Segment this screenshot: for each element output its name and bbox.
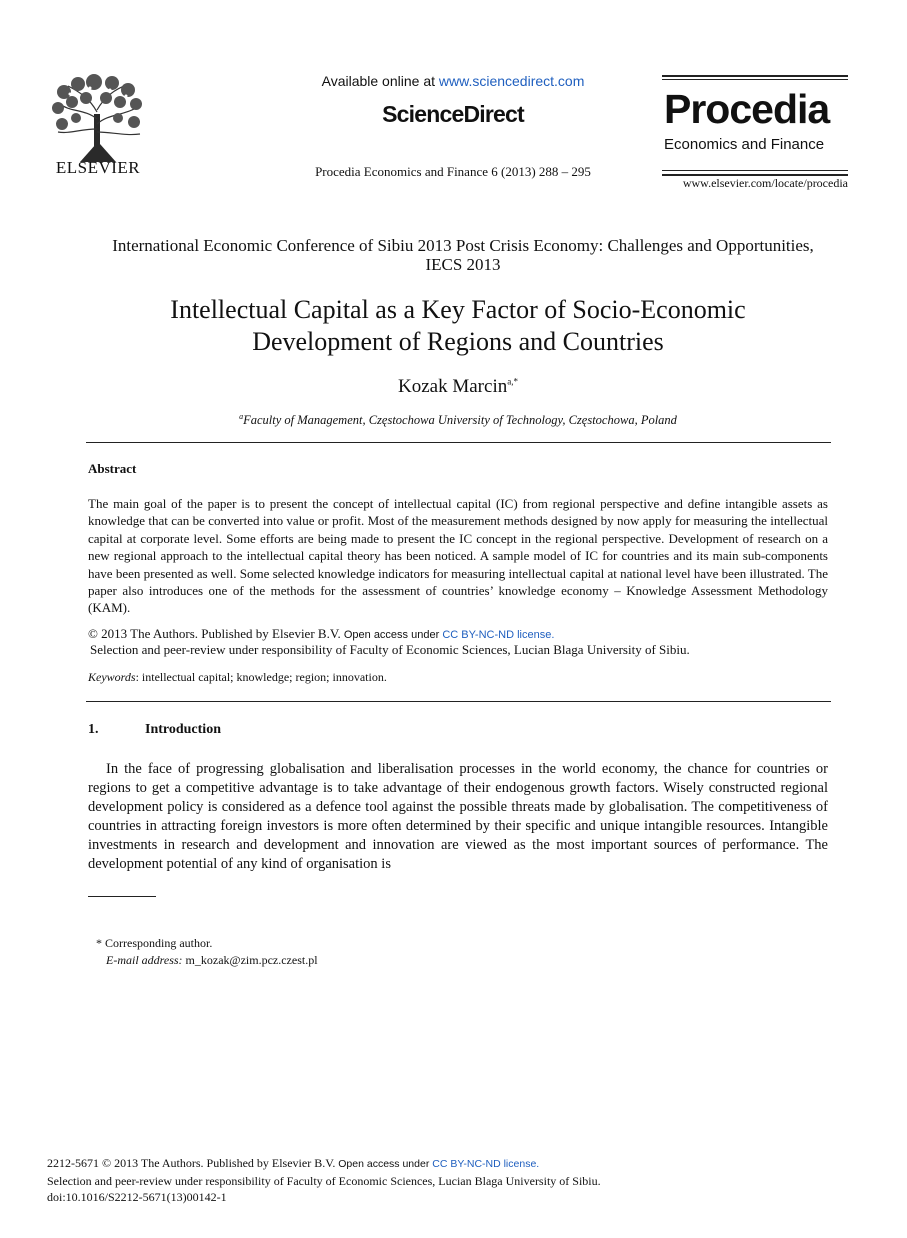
keywords-list: : intellectual capital; knowledge; region; innovation. — [135, 670, 387, 684]
footer-peer-review: Selection and peer-review under responsibility of Faculty of Economic Sciences, Lucian Blaga University of Sibiu. — [47, 1173, 601, 1188]
footnote-email — [106, 953, 318, 968]
intro-body: In the face of progressing globalisation and liberalisation processes in the world economy, the chance for countries or regions to get a competitive advantage is to take advantage of their endogenous growth factors. Wisely constructed regional development policy is considered as a defence tool against the possible threats made by globalisation. The competitiveness of countries in attracting foreign investors is more often determined by their specific and unique intangible resources. Intangible investments in research and development and innovation are viewed as the most important sources of performance. The development potential of any kind of organisation is — [88, 761, 828, 872]
email-label: E-mail address: — [106, 953, 183, 967]
paper-title-line-2: Development of Regions and Countries — [252, 327, 664, 356]
divider-top — [86, 442, 831, 443]
abstract-heading: Abstract — [88, 461, 137, 476]
divider-bottom — [86, 701, 831, 702]
procedia-brand-block — [662, 75, 848, 195]
footnote-corresponding-text: Corresponding author. — [102, 936, 213, 950]
section-number: 1. — [88, 722, 99, 737]
footer — [47, 1155, 847, 1206]
keywords — [88, 670, 828, 685]
copyright-prefix: © 2013 The Authors. Published by Elsevier B.V. — [88, 626, 341, 641]
footer-license-link[interactable]: CC BY-NC-ND license. — [432, 1158, 540, 1170]
footer-copyright: 2212-5671 © 2013 The Authors. Published by Elsevier B.V. — [47, 1156, 336, 1170]
journal-brand: Procedia — [664, 86, 830, 132]
available-online-prefix: Available online at — [321, 73, 439, 89]
footer-line-1 — [47, 1155, 847, 1173]
sciencedirect-link[interactable]: www.sciencedirect.com — [438, 73, 585, 89]
platform-name: ScienceDirect — [382, 101, 524, 127]
affiliation-mark: a — [239, 412, 244, 421]
author-name: Kozak Marcin — [398, 376, 508, 397]
conference-name: International Economic Conference of Sibiu 2013 Post Crisis Economy: Challenges and Opportunities, IECS 2013 — [112, 236, 814, 274]
available-online — [230, 73, 676, 89]
footnote-corresponding — [96, 936, 212, 951]
footnote-mark: * — [96, 936, 102, 950]
paper-title — [90, 294, 826, 358]
elsevier-logo — [50, 74, 146, 178]
section-heading: Introduction — [145, 722, 221, 737]
keywords-label: Keywords — [88, 670, 136, 684]
affiliation-text: Faculty of Management, Częstochowa University of Technology, Częstochowa, Poland — [243, 413, 677, 428]
journal-citation: Procedia Economics and Finance 6 (2013) 288 – 295 — [315, 164, 591, 179]
open-access-label: Open access under — [340, 629, 443, 641]
elsevier-tree-icon — [50, 74, 146, 164]
author-marks: a,* — [507, 376, 518, 387]
journal-subtitle: Economics and Finance — [664, 136, 825, 153]
email-address[interactable]: m_kozak@zim.pcz.czest.pl — [182, 953, 318, 967]
license-link[interactable]: CC BY-NC-ND license. — [442, 629, 555, 641]
journal-url[interactable]: www.elsevier.com/locate/procedia — [682, 176, 848, 190]
footnote-rule — [88, 896, 156, 897]
publisher-name: ELSEVIER — [55, 158, 141, 177]
paper-title-line-1: Intellectual Capital as a Key Factor of Socio-Economic — [170, 295, 746, 324]
affiliation — [90, 412, 826, 428]
abstract-peer-review: Selection and peer-review under responsibility of Faculty of Economic Sciences, Lucian Blaga University of Sibiu. — [90, 642, 690, 657]
footer-doi[interactable]: doi:10.1016/S2212-5671(13)00142-1 — [47, 1190, 227, 1204]
author — [90, 376, 826, 398]
abstract-body: The main goal of the paper is to present the concept of intellectual capital (IC) from regional perspective and define intangible assets as knowledge that can be converted into value or profit. Most of the measurement methods designed by now apply for measuring the intellectual capital at corporate level. Some efforts are being made to present the IC concept in the regional perspective. Development of research on a new regional approach to the intellectual capital theory has been noticed. A sample model of IC for countries and its main sub-components have been presented as well. Some selected knowledge indicators for measuring intellectual capital at national level have been illustrated. The paper also introduces one of the methods for the assessment of countries’ knowledge economy – Knowledge Assessment Methodology (KAM). — [88, 496, 828, 616]
footer-open-access: Open access under — [335, 1158, 433, 1170]
